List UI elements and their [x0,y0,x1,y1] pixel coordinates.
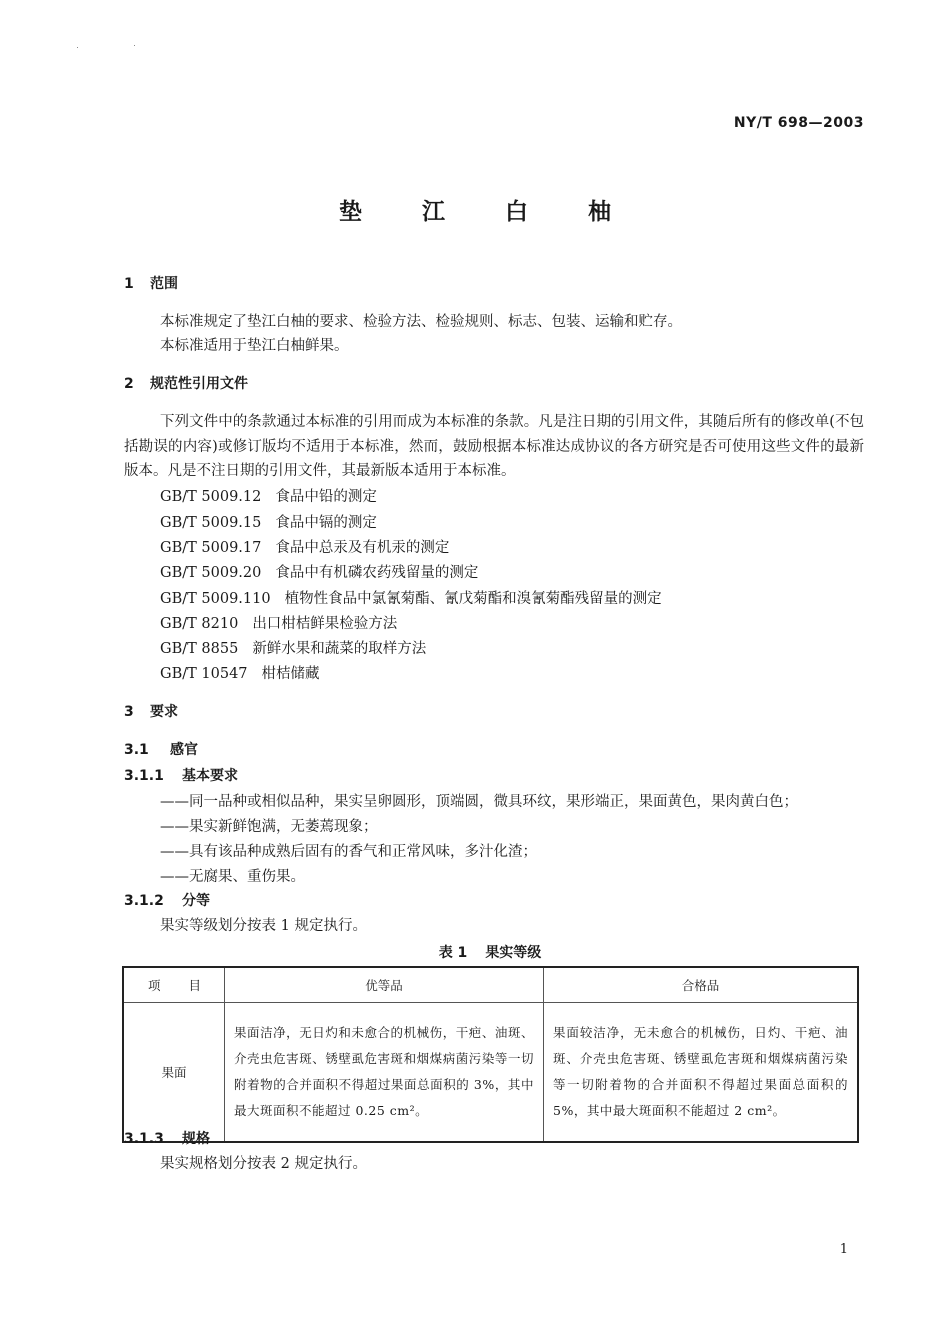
reference-code: GB/T 8210 [160,616,239,632]
table-caption-title: 果实等级 [485,945,542,961]
reference-name: 出口柑桔鲜果检验方法 [252,616,398,632]
reference-item [160,587,662,608]
reference-code: GB/T 5009.15 [160,515,262,531]
reference-code: GB/T 5009.12 [160,489,262,505]
reference-name: 食品中总汞及有机汞的测定 [275,540,450,556]
reference-code: GB/T 5009.110 [160,591,271,607]
scan-speck [77,47,78,48]
document-title: 垫 江 白 柚 [338,199,638,225]
section-title: 要求 [150,704,178,720]
section-3-heading [124,701,178,721]
premium-cell: 果面洁净，无日灼和未愈合的机械伤，干疤、油斑、介壳虫危害斑、锈壁虱危害斑和烟煤病菌污染等一切附着物的合并面积不得超过果面总面积的 3%，其中最大斑面积不能超过 0.25 cm²。 [225,1003,544,1143]
subsection-3-1-2-heading [124,890,210,910]
requirement-item: ——果实新鲜饱满，无萎蔫现象； [160,819,378,835]
paragraph: 下列文件中的条款通过本标准的引用而成为本标准的条款。凡是注日期的引用文件，其随后所有的修改单(不包括勘误的内容)或修订版均不适用于本标准，然而，鼓励根据本标准达成协议的各方研究是否可使用这些文件的最新版本。凡是不注日期的引用文件，其最新版本适用于本标准。 [124,414,864,479]
section-number: 3.1.2 [124,893,164,909]
section-title: 分等 [182,893,210,909]
section-number: 3.1.3 [124,1131,164,1147]
header-item: 项 目 [123,967,225,1003]
reference-item [160,612,397,633]
grade-table [122,966,859,1143]
reference-item [160,561,478,582]
reference-code: GB/T 5009.17 [160,540,262,556]
section-title: 范围 [150,276,178,292]
reference-name: 新鲜水果和蔬菜的取样方法 [252,641,427,657]
section-title: 基本要求 [182,768,238,784]
paragraph: 果实等级划分按表 1 规定执行。 [160,918,367,934]
section-number: 1 [124,276,134,292]
section-title: 规范性引用文件 [150,376,248,392]
reference-item [160,485,377,506]
reference-name: 柑桔储藏 [261,666,320,682]
reference-name: 植物性食品中氯氰菊酯、氰戊菊酯和溴氰菊酯残留量的测定 [284,591,662,607]
section-2-heading [124,373,248,393]
header-qualified: 合格品 [544,967,859,1003]
subsection-3-1-3-heading [124,1128,210,1148]
subsection-3-1-heading [124,739,198,759]
section-title: 规格 [182,1131,210,1147]
section-number: 3 [124,704,134,720]
section-number: 2 [124,376,134,392]
scan-speck [134,45,135,46]
section-1-heading [124,273,178,293]
table-header-row [123,967,858,1003]
page-number: 1 [839,1242,848,1257]
reference-name: 食品中铅的测定 [275,489,377,505]
reference-name: 食品中有机磷农药残留量的测定 [275,565,479,581]
reference-item [160,511,377,532]
reference-item [160,536,449,557]
paragraph: 本标准适用于垫江白柚鲜果。 [160,338,349,354]
section-number: 3.1 [124,742,149,758]
standard-code: NY/T 698—2003 [733,115,864,131]
row-label: 果面 [123,1003,225,1143]
reference-code: GB/T 5009.20 [160,565,262,581]
table-caption-number: 表 1 [438,945,468,961]
requirement-item: ——具有该品种成熟后固有的香气和正常风味，多汁化渣； [160,844,537,860]
table-row [123,1003,858,1143]
qualified-cell: 果面较洁净，无未愈合的机械伤，日灼、干疤、油斑、介壳虫危害斑、锈壁虱危害斑和烟煤病菌污染等一切附着物的合并面积不得超过果面总面积的 5%，其中最大斑面积不能超过 2 cm²。 [544,1003,859,1143]
reference-name: 食品中镉的测定 [275,515,377,531]
reference-code: GB/T 10547 [160,666,248,682]
section-number: 3.1.1 [124,768,164,784]
table-caption [0,942,950,962]
subsection-3-1-1-heading [124,765,238,785]
section-title: 感官 [170,742,198,758]
reference-item [160,662,320,683]
requirement-item: ——无腐果、重伤果。 [160,869,305,885]
paragraph: 果实规格划分按表 2 规定执行。 [160,1156,367,1172]
reference-item [160,637,426,658]
reference-code: GB/T 8855 [160,641,239,657]
paragraph: 本标准规定了垫江白柚的要求、检验方法、检验规则、标志、包装、运输和贮存。 [160,314,682,330]
header-premium: 优等品 [225,967,544,1003]
requirement-item: ——同一品种或相似品种，果实呈卵圆形，顶端圆，微具环纹，果形端正，果面黄色，果肉黄白色； [160,794,798,810]
